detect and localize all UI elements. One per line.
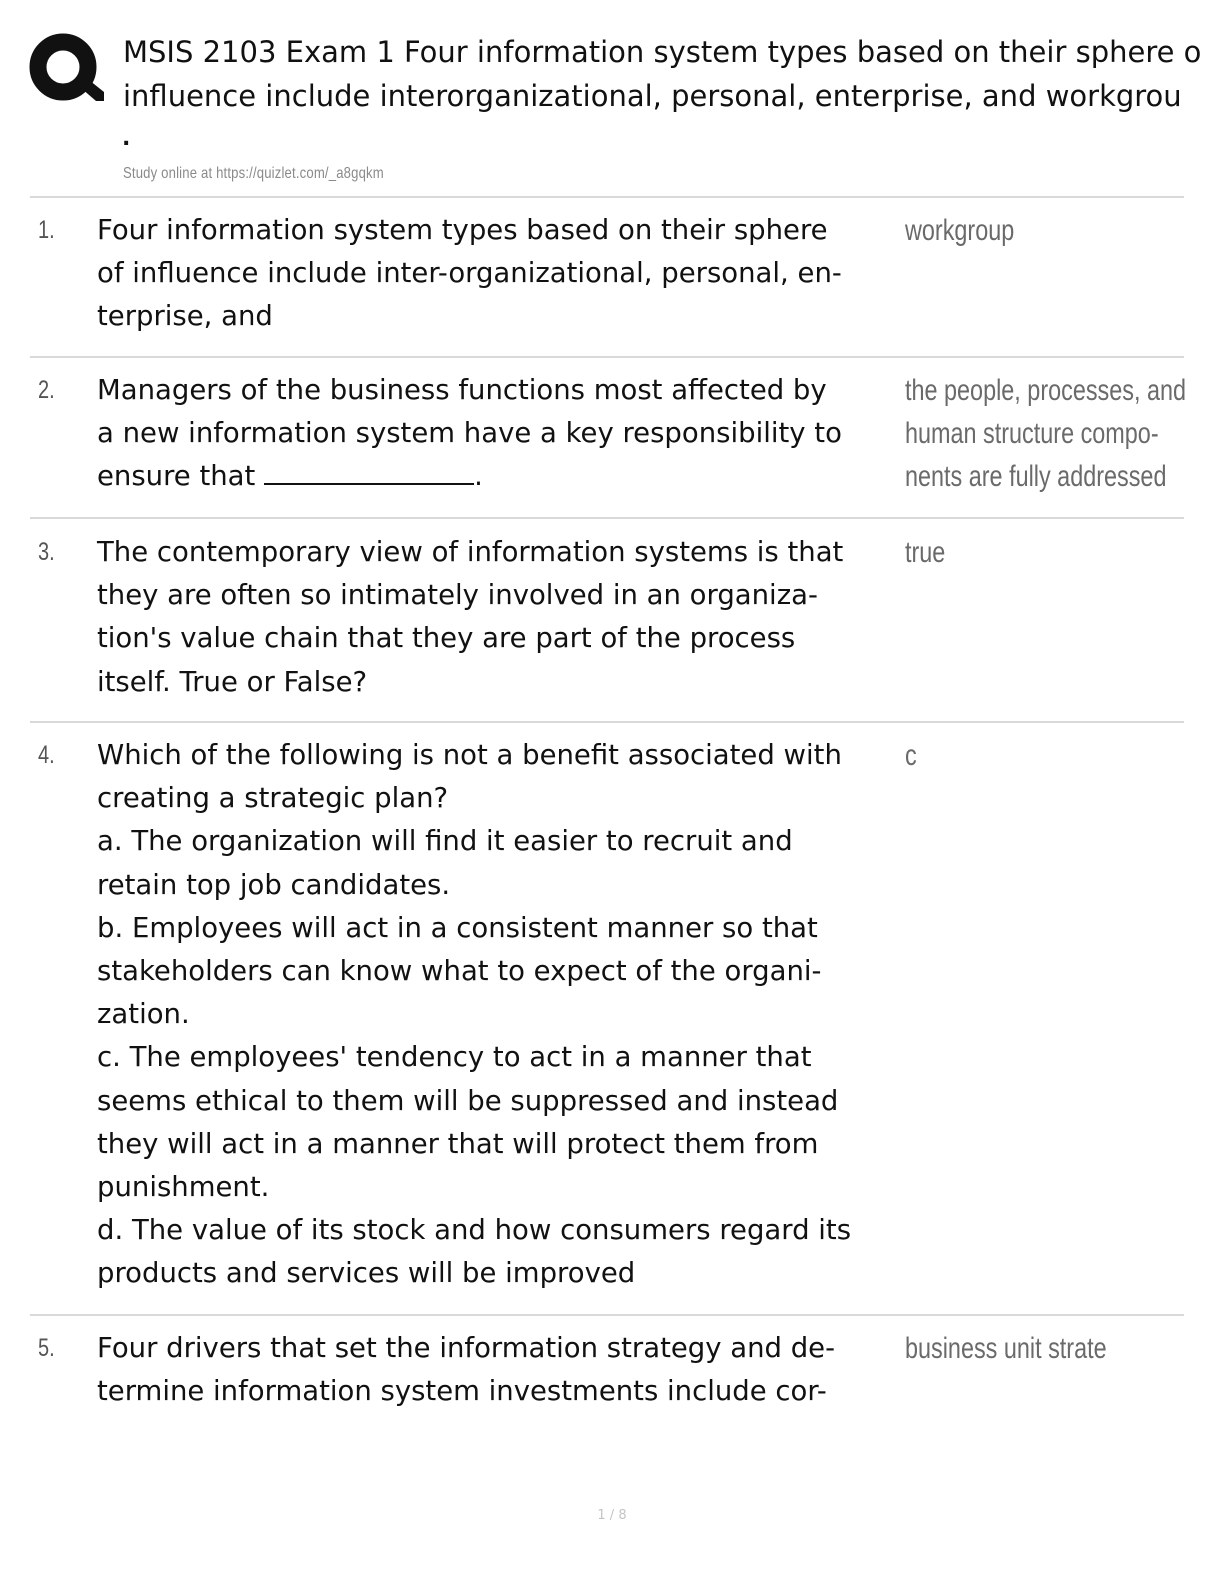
card-question-end: .	[474, 460, 483, 493]
quizlet-q-logo-icon	[28, 30, 104, 106]
card-number: 4.	[38, 741, 55, 769]
divider	[30, 356, 1184, 358]
card-number: 2.	[38, 376, 55, 404]
divider	[30, 517, 1184, 519]
divider	[30, 1314, 1184, 1316]
fill-in-blank-line	[264, 457, 474, 485]
card-question: Which of the following is not a benefit associated with creating a strategic plan? a. The organization will find it easier to recruit and retain top job candidates. b. Employees will act in a consistent manner so that stakeholders can know what to expect of the organi- zation. c. The employees' tendency to act in a manner that seems ethical to them will be suppressed and instead they will act in a manner that will protect them from punishment. d. The value of its stock and how consumers regard its products and services will be improved	[97, 739, 852, 1290]
card-question: Four drivers that set the information strategy and de- termine information system investments include cor-	[97, 1332, 836, 1408]
card-number: 3.	[38, 538, 55, 566]
page-number: 1 / 8	[597, 1508, 627, 1523]
card-number: 1.	[38, 216, 55, 244]
page-title-line-1: MSIS 2103 Exam 1 Four information system types based on their sphere o	[123, 35, 1202, 69]
page-title-trailing: .	[122, 126, 131, 151]
study-online-link[interactable]: Study online at https://quizlet.com/_a8gqkm	[123, 165, 384, 182]
card-question-text: Managers of the business functions most affected by a new information system have a key responsibility to ensure that	[97, 374, 842, 493]
card-question: The contemporary view of information systems is that they are often so intimately involved in an organiza- tion's value chain that they are part of the process itself. True or False?	[97, 536, 844, 698]
card-answer: workgroup	[905, 214, 1015, 247]
card-answer: c	[905, 739, 917, 772]
card-answer: business unit strate	[905, 1332, 1107, 1365]
divider	[30, 721, 1184, 723]
card-number: 5.	[38, 1334, 55, 1362]
page-title-line-2: influence include interorganizational, personal, enterprise, and workgrou	[123, 79, 1182, 113]
card-answer: the people, processes, and human structure compo- nents are fully addressed	[905, 374, 1186, 493]
divider	[30, 196, 1184, 198]
card-question	[97, 369, 897, 499]
card-question: Four information system types based on their sphere of influence include inter-organizational, personal, en- terprise, and	[97, 214, 842, 333]
card-answer: true	[905, 536, 946, 569]
page-title	[123, 30, 1224, 118]
